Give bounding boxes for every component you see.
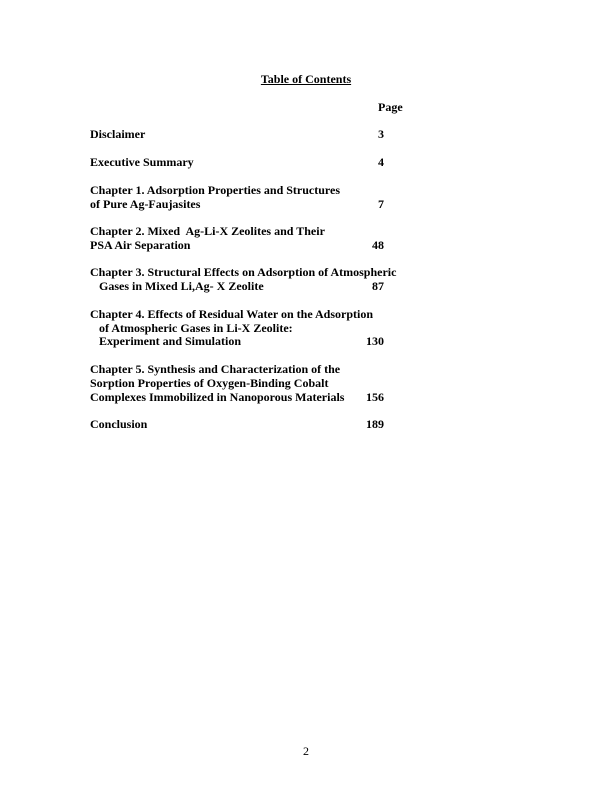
toc-entry-disclaimer: Disclaimer	[90, 127, 146, 141]
toc-entry-chapter-4-line-1: Chapter 4. Effects of Residual Water on the Adsorption	[90, 307, 374, 321]
toc-entry-chapter-2-line-2: PSA Air Separation	[90, 238, 191, 252]
toc-entry-chapter-1-line-1: Chapter 1. Adsorption Properties and Structures	[90, 183, 341, 197]
toc-entry-chapter-3-line-2: Gases in Mixed Li,Ag- X Zeolite	[90, 279, 264, 293]
toc-entry-chapter-5-line-3: Complexes Immobilized in Nanoporous Materials	[90, 390, 345, 404]
toc-page-chapter-1: 7	[378, 197, 384, 211]
toc-page-chapter-5: 156	[366, 390, 384, 404]
toc-entry-executive-summary: Executive Summary	[90, 155, 194, 169]
toc-entry-chapter-3-line-1: Chapter 3. Structural Effects on Adsorption of Atmospheric	[90, 265, 397, 279]
toc-entry-chapter-2-line-1: Chapter 2. Mixed Ag-Li-X Zeolites and Their	[90, 224, 325, 238]
toc-entry-chapter-4-line-2: of Atmospheric Gases in Li-X Zeolite:	[90, 321, 293, 335]
toc-page-chapter-2: 48	[372, 238, 384, 252]
toc-entry-chapter-5-line-1: Chapter 5. Synthesis and Characterization of the	[90, 362, 341, 376]
toc-page-disclaimer: 3	[378, 127, 384, 141]
toc-entry-chapter-1-line-2: of Pure Ag-Faujasites	[90, 197, 201, 211]
toc-title: Table of Contents	[260, 72, 352, 86]
toc-entry-conclusion: Conclusion	[90, 417, 148, 431]
toc-page-executive-summary: 4	[378, 155, 384, 169]
toc-page-chapter-4: 130	[366, 334, 384, 348]
footer-page-number: 2	[303, 744, 309, 758]
toc-page-chapter-3: 87	[372, 279, 384, 293]
toc-page-conclusion: 189	[366, 417, 384, 431]
toc-entry-chapter-4-line-3: Experiment and Simulation	[90, 334, 242, 348]
page-column-header: Page	[378, 100, 403, 114]
toc-entry-chapter-5-line-2: Sorption Properties of Oxygen-Binding Cobalt	[90, 376, 329, 390]
